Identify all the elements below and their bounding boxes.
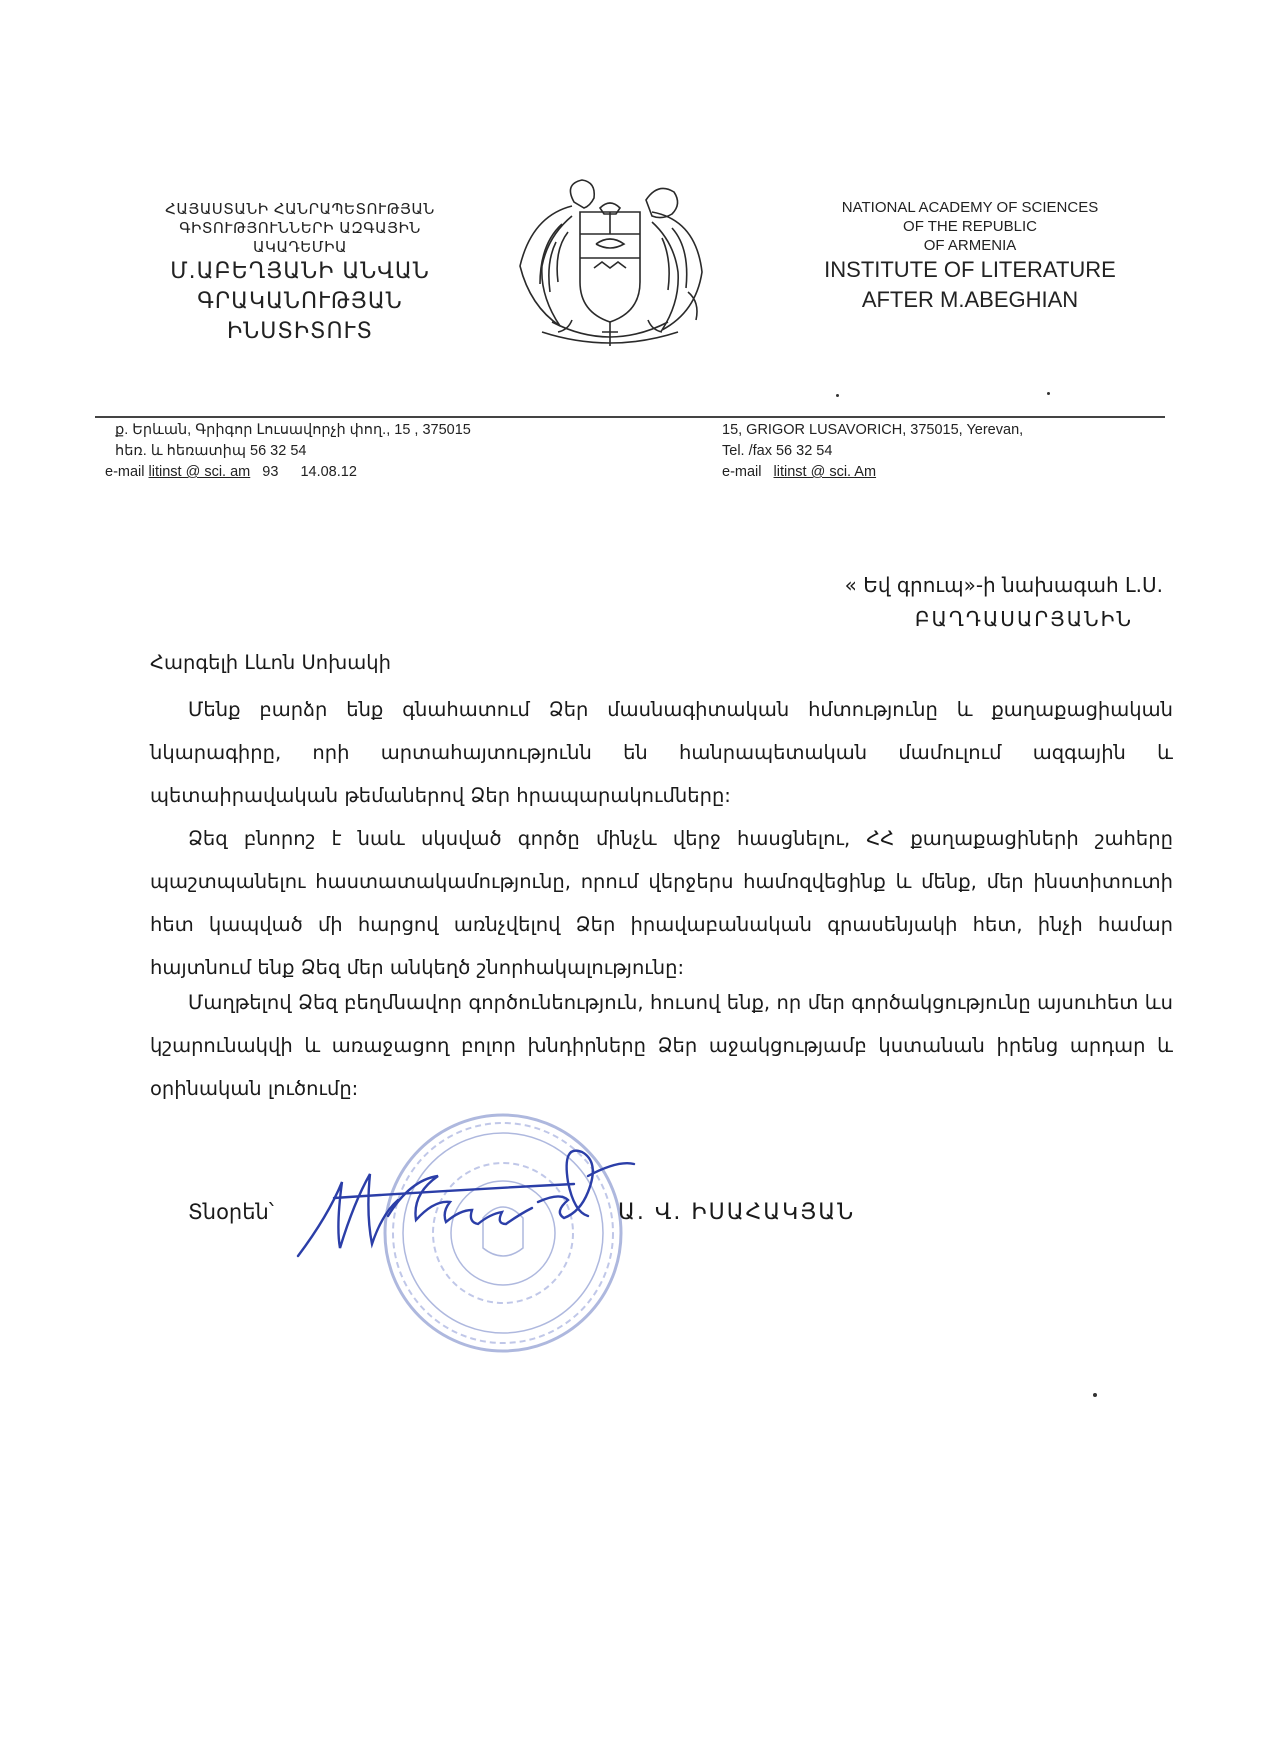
addressee-name: ԲԱՂԴԱՍԱՐՅԱՆԻՆ (914, 607, 1133, 631)
salutation: Հարգելի Լևոն Սոխակի (150, 651, 391, 674)
letter-paragraph-1: Մենք բարձր ենք գնահատում Ձեր մասնագիտական հմտությունը և քաղաքացիական նկարագիրը, որի արտահայտությունն են հանրապետական մամուլում ազգային և պետաիրավական թեմաներով Ձեր հրապարակումները: (150, 698, 1173, 807)
academy-name-hy-line2: ԳԻՏՈՒԹՅՈՒՆՆԵՐԻ ԱԶԳԱՅԻՆ (179, 219, 421, 237)
institute-name-hy-line2: ԳՐԱԿԱՆՈՒԹՅԱՆ (197, 289, 403, 314)
addressee-block (845, 568, 1163, 636)
academy-name-en-line2: OF THE REPUBLIC (903, 218, 1037, 235)
speck (1093, 1393, 1097, 1397)
handwritten-signature-icon (288, 1138, 658, 1268)
email-link-hy[interactable]: litinst @ sci. am (148, 464, 251, 480)
armenian-coat-of-arms-icon (512, 172, 708, 350)
phone-en: Tel. /fax 56 32 54 (722, 443, 833, 459)
academy-name-hy-line1: ՀԱՅԱՍՏԱՆԻ ՀԱՆՐԱՊԵՏՈՒԹՅԱՆ (165, 200, 435, 218)
letterhead-english (800, 198, 1140, 315)
letter-date: 14.08.12 (300, 464, 357, 480)
letter-paragraph-3: Մաղթելով Ձեզ բեղմնավոր գործունեություն, հուսով ենք, որ մեր գործակցությունը այսուհետ ևս կշարունակվի և առաջացող բոլոր խնդիրները Ձեր աջակցությամբ կստանան իրենց արդար և օրինական լուծումը: (150, 991, 1173, 1100)
email-label: e-mail (105, 464, 145, 480)
email-line-hy (105, 462, 665, 483)
email-link-en[interactable]: litinst @ sci. Am (773, 464, 877, 480)
academy-name-en-line1: NATIONAL ACADEMY OF SCIENCES (841, 199, 1099, 216)
letterhead-armenian (140, 200, 460, 347)
signatory-name: Ա. Վ. ԻՍԱՀԱԿՅԱՆ (618, 1200, 856, 1225)
email-label: e-mail (722, 464, 762, 480)
address-hy: ք. Երևան, Գրիգոր Լուսավորչի փող., 15 , 375015 (115, 422, 471, 438)
speck (836, 394, 839, 397)
institute-name-en-line1: INSTITUTE OF LITERATURE (824, 257, 1116, 282)
contact-english (722, 420, 1162, 483)
contact-armenian (105, 420, 665, 483)
email-line-en (722, 462, 1162, 483)
reference-number: 93 (262, 464, 279, 480)
speck (1047, 392, 1050, 395)
institute-name-en-line2: AFTER M.ABEGHIAN (861, 287, 1079, 312)
letter-paragraph-2: Ձեզ բնորոշ է նաև սկսված գործը մինչև վերջ հասցնելու, ՀՀ քաղաքացիների շահերը պաշտպանելու հաստատակամությունը, որում վերջերս համոզվեցինք և մենք, մեր ինստիտուտի հետ կապված մի հարցով առնչվելով Ձեր իրավաբանական գրասենյակի հետ, ինչի համար հայտնում ենք Ձեզ մեր անկեղծ շնորհակալությունը: (150, 827, 1173, 979)
institute-name-hy-line1: Մ.ԱԲԵՂՅԱՆԻ ԱՆՎԱՆ (170, 259, 430, 284)
addressee-title: « Եվ գրուպ»-ի նախագահ Լ.Ս. (844, 573, 1163, 597)
address-en: 15, GRIGOR LUSAVORICH, 375015, Yerevan, (722, 422, 1024, 438)
letterhead-divider (95, 416, 1165, 418)
academy-name-en-line3: OF ARMENIA (923, 237, 1017, 254)
phone-hy: հեռ. և հեռատիպ 56 32 54 (115, 443, 307, 459)
institute-name-hy-line3: ԻՆՍՏԻՏՈՒՏ (226, 319, 373, 344)
signature-label: Տնօրեն՝ (188, 1200, 274, 1224)
academy-name-hy-line3: ԱԿԱԴԵՄԻԱ (253, 238, 347, 256)
